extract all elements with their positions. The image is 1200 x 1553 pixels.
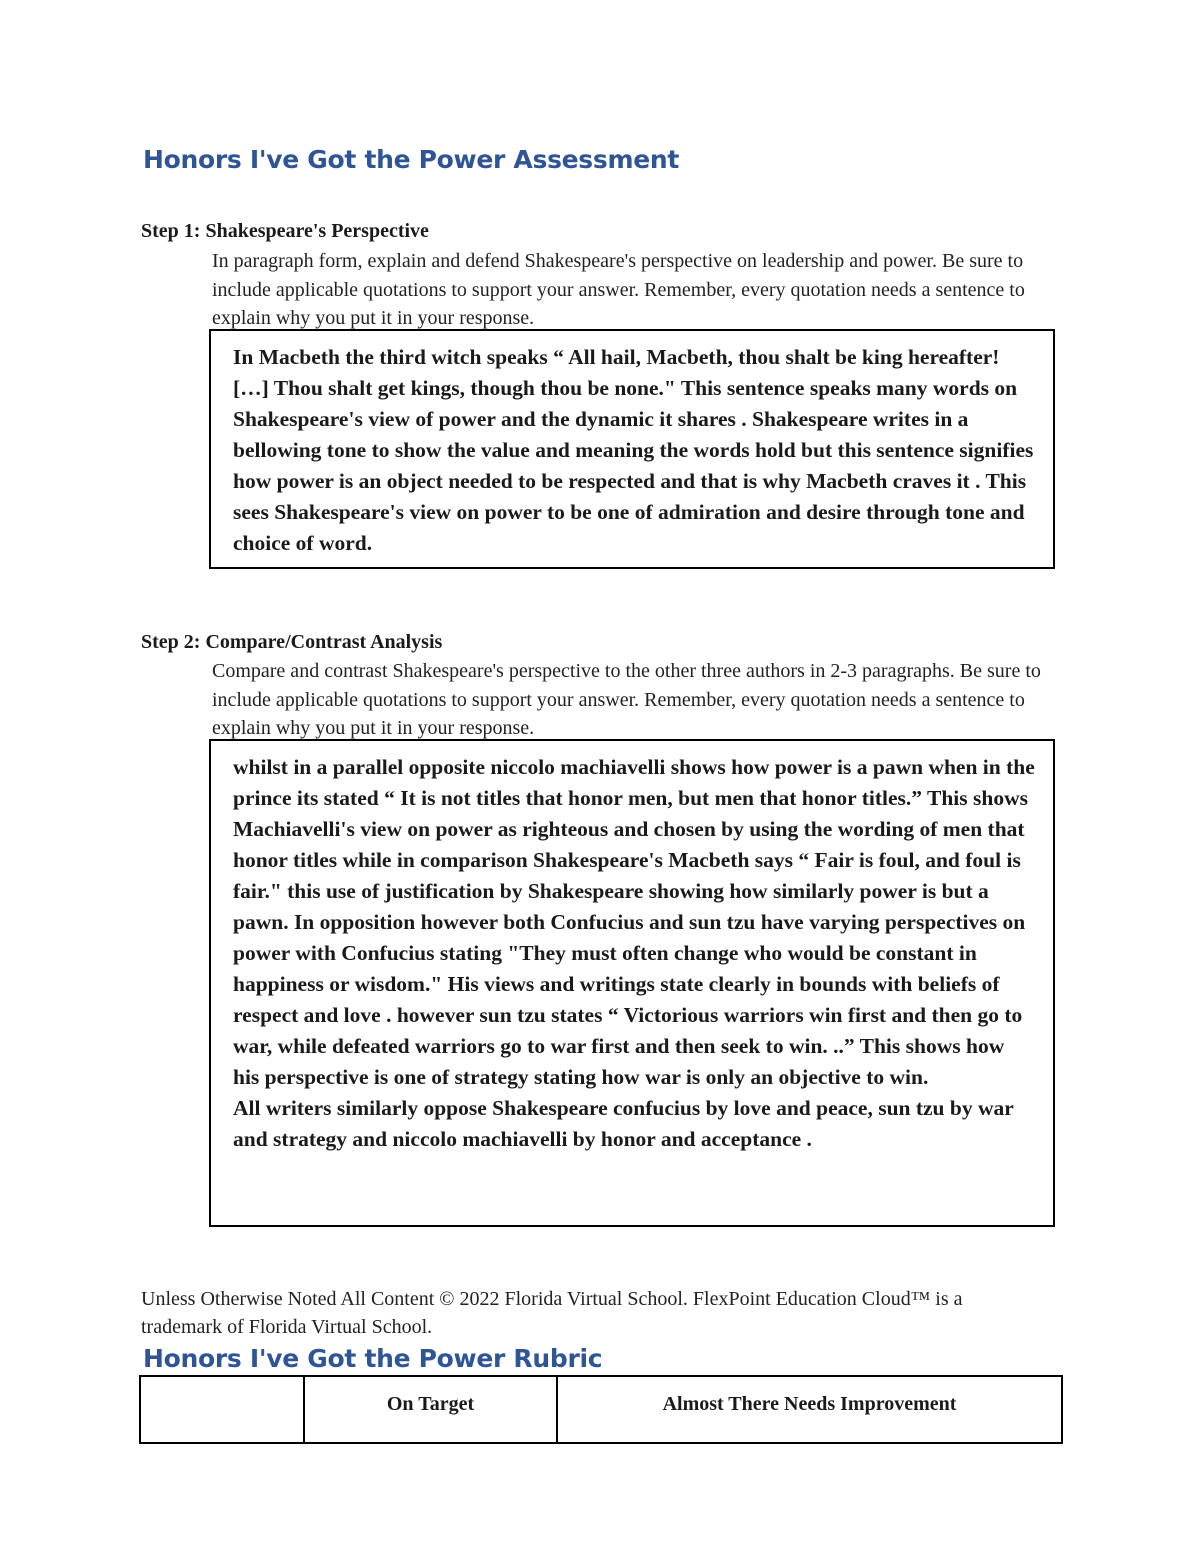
step2-answer-box[interactable] (209, 739, 1055, 1227)
step2-heading: Step 2: Compare/Contrast Analysis (141, 631, 443, 653)
page-title: Honors I've Got the Power Assessment (143, 145, 680, 174)
step1-answer-box[interactable] (209, 329, 1055, 569)
rubric-header-row (140, 1376, 1062, 1443)
step2-answer-paragraph-1: whilst in a parallel opposite niccolo machiavelli shows how power is a pawn when in the prince its stated “ It is not titles that honor men, but men that honor titles.” This shows Machiavelli's view on power as righteous and chosen by using the wording of men that honor titles while in comparison Shakespeare's Macbeth says “ Fair is foul, and foul is fair." this use of justification by Shakespeare showing how similarly power is but a pawn. In opposition however both Confucius and sun tzu have varying perspectives on power with Confucius stating "They must often change who would be constant in happiness or wisdom." His views and writings state clearly in bounds with beliefs of respect and love . however sun tzu states “ Victorious warriors win first and then go to war, while defeated warriors go to war first and then seek to win. ..” This shows how his perspective is one of strategy stating how war is only an objective to win. (233, 755, 1035, 1089)
step2-answer-paragraph-2: All writers similarly oppose Shakespeare confucius by love and peace, sun tzu by war and strategy and niccolo machiavelli by honor and acceptance . (233, 1096, 1014, 1151)
step1-answer-text: In Macbeth the third witch speaks “ All hail, Macbeth, thou shalt be king hereafter! […] Thou shalt get kings, though thou be none." This sentence speaks many words on Shakespeare's view of power and the dynamic it shares . Shakespeare writes in a bellowing tone to show the value and meaning the words hold but this sentence signifies how power is an object needed to be respected and that is why Macbeth craves it . This sees Shakespeare's view on power to be one of admiration and desire through tone and choice of word. (233, 345, 1034, 555)
step1-instructions: In paragraph form, explain and defend Shakespeare's perspective on leadership and power. Be sure to include applicable quotations to support your answer. Remember, every quotation needs a sentence to explain why you put it in your response. (212, 250, 1025, 329)
step1-heading: Step 1: Shakespeare's Perspective (141, 220, 429, 242)
rubric-title: Honors I've Got the Power Rubric (143, 1344, 603, 1373)
rubric-table (139, 1375, 1063, 1444)
rubric-header-on-target: On Target (304, 1376, 557, 1443)
rubric-header-almost-there: Almost There Needs Improvement (557, 1376, 1062, 1443)
rubric-header-blank (140, 1376, 304, 1443)
step2-instructions: Compare and contrast Shakespeare's perspective to the other three authors in 2-3 paragraphs. Be sure to include applicable quotations to support your answer. Remember, every quotation needs a sentence to explain why you put it in your response. (212, 660, 1041, 739)
copyright-footer: Unless Otherwise Noted All Content © 2022 Florida Virtual School. FlexPoint Education Cloud™ is a trademark of Florida Virtual School. (141, 1288, 963, 1338)
